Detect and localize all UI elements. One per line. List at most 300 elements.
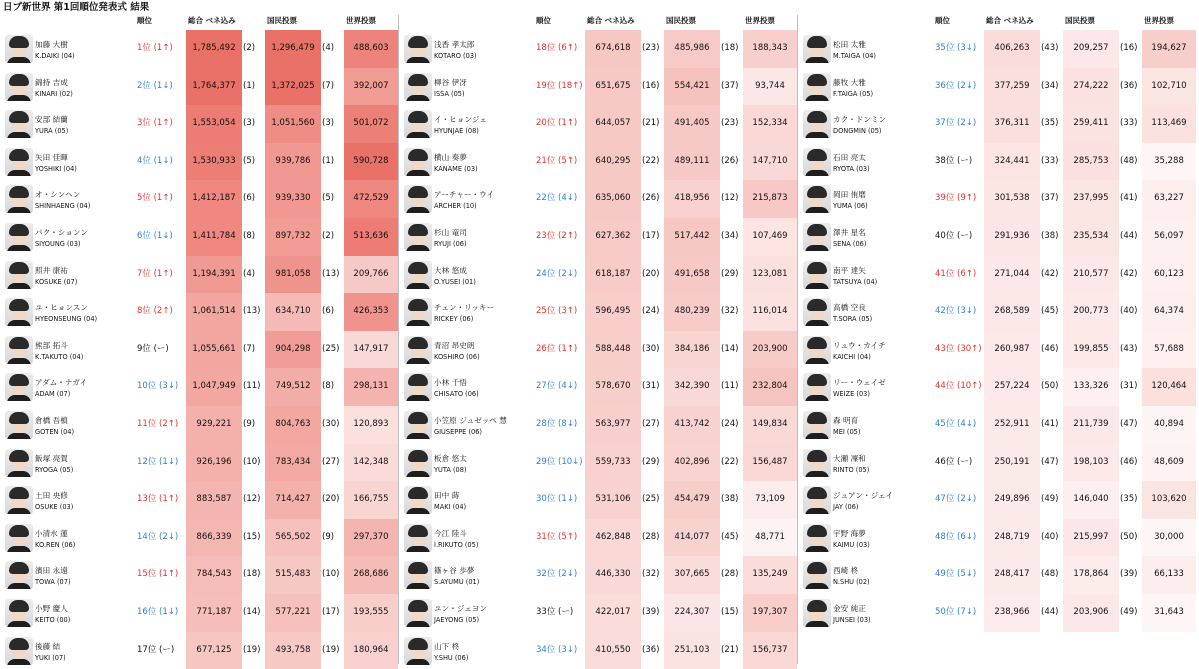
- national-votes-cell: [265, 180, 321, 218]
- contestant-name: 安部 結蘭: [35, 115, 68, 125]
- national-votes: 384,186: [664, 331, 720, 369]
- rank-change: 17位 (ー): [137, 632, 174, 669]
- national-votes-cell: [1063, 406, 1119, 444]
- national-votes-cell: [1063, 481, 1119, 519]
- national-votes-cell: [664, 30, 720, 68]
- national-votes: 210,577: [1063, 256, 1119, 294]
- total-votes-cell: [585, 293, 641, 331]
- total-rank: (39): [642, 594, 659, 632]
- total-votes-cell: [984, 30, 1040, 68]
- contestant-row: [0, 68, 398, 106]
- total-votes-cell: [984, 293, 1040, 331]
- total-votes: 883,587: [186, 481, 242, 519]
- total-rank: (41): [1041, 406, 1058, 444]
- total-votes-cell: [186, 594, 242, 632]
- contestant-row: [399, 256, 797, 294]
- world-votes: 197,307: [743, 594, 797, 632]
- contestant-row: [798, 256, 1196, 294]
- contestant-name: 石田 亮太: [833, 153, 866, 163]
- header-national: 国民投票: [666, 15, 696, 27]
- total-votes-cell: [186, 180, 242, 218]
- national-rank: (15): [721, 594, 738, 632]
- world-votes: 48,609: [1142, 444, 1196, 482]
- total-rank: (10): [243, 444, 260, 482]
- total-rank: (47): [1041, 444, 1058, 482]
- world-votes: 35,288: [1142, 143, 1196, 181]
- contestant-name: 熊部 拓斗: [35, 341, 68, 351]
- total-votes-cell: [186, 68, 242, 106]
- total-rank: (16): [642, 68, 659, 106]
- rank-change: 4位 (1↓): [137, 143, 173, 181]
- total-rank: (22): [642, 143, 659, 181]
- total-votes-cell: [984, 68, 1040, 106]
- total-votes-cell: [984, 594, 1040, 632]
- national-votes-cell: [664, 594, 720, 632]
- contestant-name: リュウ・カイチ: [833, 341, 886, 351]
- contestant-row: [399, 218, 797, 256]
- national-votes: 418,956: [664, 180, 720, 218]
- total-votes: 248,417: [984, 556, 1040, 594]
- column-divider: [398, 15, 399, 664]
- contestant-row: [798, 30, 1196, 68]
- world-votes: 31,643: [1142, 594, 1196, 632]
- total-votes-cell: [585, 481, 641, 519]
- rank-change: 9位 (ー): [137, 331, 169, 369]
- total-votes: 1,047,949: [186, 368, 242, 406]
- world-votes: 232,804: [743, 368, 797, 406]
- contestant-row: [0, 444, 398, 482]
- total-votes: 674,618: [585, 30, 641, 68]
- world-votes-cell: [344, 218, 398, 256]
- total-rank: (35): [1041, 105, 1058, 143]
- contestant-row: [0, 105, 398, 143]
- contestant-photo: [404, 261, 432, 289]
- rank-change: 31位 (5↑): [536, 519, 577, 557]
- world-votes: 426,353: [344, 293, 398, 331]
- world-votes-cell: [344, 331, 398, 369]
- total-votes: 377,259: [984, 68, 1040, 106]
- national-votes: 224,307: [664, 594, 720, 632]
- contestant-romaji: KANAME (03): [434, 164, 478, 174]
- total-votes: 406,263: [984, 30, 1040, 68]
- world-votes-cell: [344, 444, 398, 482]
- total-rank: (19): [243, 632, 260, 669]
- world-votes: 63,227: [1142, 180, 1196, 218]
- total-votes: 866,339: [186, 519, 242, 557]
- total-rank: (6): [243, 180, 255, 218]
- national-votes-cell: [664, 331, 720, 369]
- contestant-photo: [404, 411, 432, 439]
- contestant-name: 杉山 竜司: [434, 228, 467, 238]
- total-votes-cell: [585, 331, 641, 369]
- world-votes-cell: [1142, 481, 1196, 519]
- rank-change: 19位 (18↑): [536, 68, 583, 106]
- contestant-photo: [5, 35, 33, 63]
- national-rank: (10): [322, 556, 339, 594]
- contestant-photo: [404, 637, 432, 665]
- total-rank: (23): [642, 30, 659, 68]
- contestant-name: チェン・リッキー: [434, 303, 494, 313]
- world-votes: 488,603: [344, 30, 398, 68]
- total-votes: 578,670: [585, 368, 641, 406]
- contestant-photo: [803, 261, 831, 289]
- contestant-row: [798, 368, 1196, 406]
- rank-change: 2位 (1↓): [137, 68, 173, 106]
- total-votes-cell: [186, 256, 242, 294]
- total-votes: 238,966: [984, 594, 1040, 632]
- national-rank: (49): [1120, 594, 1137, 632]
- national-votes: 274,222: [1063, 68, 1119, 106]
- contestant-romaji: KOTARO (03): [434, 51, 477, 61]
- world-votes-cell: [743, 256, 797, 294]
- national-rank: (25): [322, 331, 339, 369]
- contestant-photo: [5, 373, 33, 401]
- national-rank: (2): [322, 218, 334, 256]
- contestant-photo: [5, 336, 33, 364]
- world-votes-cell: [344, 293, 398, 331]
- national-votes-cell: [1063, 180, 1119, 218]
- national-votes: 215,997: [1063, 519, 1119, 557]
- total-votes: 1,785,492: [186, 30, 242, 68]
- rank-change: 6位 (1↓): [137, 218, 173, 256]
- national-rank: (22): [721, 444, 738, 482]
- national-votes-cell: [1063, 331, 1119, 369]
- world-votes: 194,627: [1142, 30, 1196, 68]
- national-rank: (32): [721, 293, 738, 331]
- total-votes-cell: [186, 218, 242, 256]
- header-total: 総合 ベネ込み: [986, 15, 1034, 27]
- national-votes: 211,739: [1063, 406, 1119, 444]
- contestant-romaji: F.TAIGA (05): [833, 89, 873, 99]
- total-votes-cell: [585, 556, 641, 594]
- contestant-photo: [5, 298, 33, 326]
- national-votes-cell: [265, 293, 321, 331]
- world-votes-cell: [743, 143, 797, 181]
- national-rank: (21): [721, 632, 738, 669]
- national-rank: (41): [1120, 180, 1137, 218]
- national-votes-cell: [265, 68, 321, 106]
- national-votes: 489,111: [664, 143, 720, 181]
- national-votes: 804,763: [265, 406, 321, 444]
- national-votes: 198,103: [1063, 444, 1119, 482]
- column-header: [798, 15, 1196, 30]
- contestant-romaji: RICKEY (06): [434, 314, 473, 324]
- total-votes: 1,764,377: [186, 68, 242, 106]
- world-votes: 142,348: [344, 444, 398, 482]
- world-votes-cell: [743, 180, 797, 218]
- total-votes: 1,061,514: [186, 293, 242, 331]
- total-votes-cell: [585, 444, 641, 482]
- total-votes-cell: [186, 368, 242, 406]
- national-rank: (48): [1120, 143, 1137, 181]
- national-rank: (33): [1120, 105, 1137, 143]
- national-votes: 146,040: [1063, 481, 1119, 519]
- total-votes: 644,057: [585, 105, 641, 143]
- contestant-romaji: O.YUSEI (01): [434, 277, 476, 287]
- national-votes: 414,077: [664, 519, 720, 557]
- national-rank: (17): [322, 594, 339, 632]
- national-rank: (28): [721, 556, 738, 594]
- rank-change: 45位 (4↓): [935, 406, 976, 444]
- rank-change: 46位 (ー): [935, 444, 972, 482]
- rank-change: 13位 (1↑): [137, 481, 178, 519]
- contestant-row: [0, 331, 398, 369]
- total-votes: 531,106: [585, 481, 641, 519]
- national-rank: (45): [721, 519, 738, 557]
- rank-change: 12位 (1↓): [137, 444, 178, 482]
- world-votes: 30,000: [1142, 519, 1196, 557]
- contestant-photo: [803, 148, 831, 176]
- national-votes-cell: [664, 256, 720, 294]
- total-rank: (7): [243, 331, 255, 369]
- national-votes-cell: [1063, 105, 1119, 143]
- contestant-photo: [5, 148, 33, 176]
- national-rank: (5): [322, 180, 334, 218]
- national-rank: (30): [322, 406, 339, 444]
- contestant-romaji: SHINHAENG (04): [35, 201, 90, 211]
- national-votes: 1,051,560: [265, 105, 321, 143]
- world-votes: 501,072: [344, 105, 398, 143]
- total-votes: 1,411,784: [186, 218, 242, 256]
- contestant-row: [0, 30, 398, 68]
- national-votes: 577,221: [265, 594, 321, 632]
- rank-change: 36位 (2↓): [935, 68, 976, 106]
- total-votes: 250,191: [984, 444, 1040, 482]
- national-votes-cell: [664, 632, 720, 669]
- contestant-romaji: GOTEN (04): [35, 427, 74, 437]
- total-votes: 1,553,054: [186, 105, 242, 143]
- total-votes: 1,055,661: [186, 331, 242, 369]
- world-votes: 64,374: [1142, 293, 1196, 331]
- national-votes: 554,421: [664, 68, 720, 106]
- contestant-row: [798, 180, 1196, 218]
- world-votes: 116,014: [743, 293, 797, 331]
- national-rank: (18): [721, 30, 738, 68]
- world-votes: 107,469: [743, 218, 797, 256]
- total-votes-cell: [585, 368, 641, 406]
- national-votes: 402,896: [664, 444, 720, 482]
- contestant-row: [399, 293, 797, 331]
- world-votes: 120,893: [344, 406, 398, 444]
- contestant-photo: [803, 449, 831, 477]
- national-votes-cell: [265, 556, 321, 594]
- ranking-column: [0, 15, 398, 669]
- world-votes: 113,469: [1142, 105, 1196, 143]
- national-rank: (6): [322, 293, 334, 331]
- world-votes: 102,710: [1142, 68, 1196, 106]
- national-rank: (29): [721, 256, 738, 294]
- total-rank: (42): [1041, 256, 1058, 294]
- header-world: 世界投票: [1144, 15, 1174, 27]
- contestant-name: 宇野 海夢: [833, 529, 866, 539]
- total-votes-cell: [585, 406, 641, 444]
- total-rank: (40): [1041, 519, 1058, 557]
- total-rank: (25): [642, 481, 659, 519]
- total-votes-cell: [984, 368, 1040, 406]
- contestant-romaji: DONGMIN (05): [833, 126, 882, 136]
- rank-change: 24位 (2↓): [536, 256, 577, 294]
- total-votes-cell: [186, 406, 242, 444]
- contestant-row: [0, 143, 398, 181]
- contestant-row: [798, 218, 1196, 256]
- total-votes: 249,896: [984, 481, 1040, 519]
- world-votes-cell: [1142, 293, 1196, 331]
- contestant-photo: [803, 599, 831, 627]
- national-rank: (11): [721, 368, 738, 406]
- national-votes-cell: [664, 180, 720, 218]
- total-votes: 410,550: [585, 632, 641, 669]
- world-votes: 188,343: [743, 30, 797, 68]
- contestant-row: [399, 105, 797, 143]
- world-votes-cell: [1142, 105, 1196, 143]
- national-votes-cell: [664, 368, 720, 406]
- national-votes-cell: [1063, 143, 1119, 181]
- total-rank: (17): [642, 218, 659, 256]
- contestant-romaji: YOSHIKI (04): [35, 164, 77, 174]
- national-votes: 342,390: [664, 368, 720, 406]
- contestant-name: 倉橋 吾槙: [35, 416, 68, 426]
- world-votes: 56,097: [1142, 218, 1196, 256]
- total-votes: 784,543: [186, 556, 242, 594]
- contestant-row: [0, 594, 398, 632]
- world-votes: 147,710: [743, 143, 797, 181]
- world-votes-cell: [1142, 180, 1196, 218]
- national-votes: 565,502: [265, 519, 321, 557]
- total-votes: 596,495: [585, 293, 641, 331]
- national-votes: 480,239: [664, 293, 720, 331]
- rank-change: 42位 (3↓): [935, 293, 976, 331]
- contestant-romaji: YUTA (08): [434, 465, 467, 475]
- total-votes: 248,719: [984, 519, 1040, 557]
- contestant-row: [798, 481, 1196, 519]
- total-votes-cell: [585, 105, 641, 143]
- national-rank: (43): [1120, 331, 1137, 369]
- rank-change: 37位 (2↓): [935, 105, 976, 143]
- rank-change: 1位 (1↑): [137, 30, 173, 68]
- total-rank: (31): [642, 368, 659, 406]
- contestant-romaji: I.RIKUTO (05): [434, 540, 478, 550]
- total-votes-cell: [984, 105, 1040, 143]
- world-votes: 135,249: [743, 556, 797, 594]
- rank-change: 21位 (5↑): [536, 143, 577, 181]
- national-rank: (47): [1120, 406, 1137, 444]
- total-votes-cell: [984, 444, 1040, 482]
- contestant-row: [798, 105, 1196, 143]
- world-votes: 149,834: [743, 406, 797, 444]
- total-votes: 291,936: [984, 218, 1040, 256]
- contestant-photo: [803, 561, 831, 589]
- contestant-name: オ・シンヘン: [35, 190, 80, 200]
- world-votes-cell: [1142, 218, 1196, 256]
- contestant-photo: [803, 223, 831, 251]
- contestant-row: [798, 406, 1196, 444]
- total-rank: (9): [243, 406, 255, 444]
- contestant-romaji: MEI (05): [833, 427, 860, 437]
- total-rank: (21): [642, 105, 659, 143]
- total-votes: 376,311: [984, 105, 1040, 143]
- national-votes: 235,534: [1063, 218, 1119, 256]
- contestant-romaji: KAICHI (04): [833, 352, 871, 362]
- contestant-photo: [803, 110, 831, 138]
- contestant-name: 森 明育: [833, 416, 858, 426]
- total-rank: (34): [1041, 68, 1058, 106]
- contestant-photo: [404, 336, 432, 364]
- national-rank: (3): [322, 105, 334, 143]
- total-rank: (14): [243, 594, 260, 632]
- national-votes: 517,442: [664, 218, 720, 256]
- national-rank: (38): [721, 481, 738, 519]
- total-rank: (24): [642, 293, 659, 331]
- contestant-row: [399, 481, 797, 519]
- total-votes-cell: [585, 519, 641, 557]
- world-votes: 152,334: [743, 105, 797, 143]
- world-votes: 156,737: [743, 632, 797, 669]
- world-votes-cell: [1142, 368, 1196, 406]
- contestant-name: 松田 太雅: [833, 40, 866, 50]
- world-votes: 203,900: [743, 331, 797, 369]
- contestant-romaji: HYUNJAE (08): [434, 126, 479, 136]
- world-votes-cell: [1142, 256, 1196, 294]
- world-votes-cell: [1142, 406, 1196, 444]
- rank-change: 35位 (3↓): [935, 30, 976, 68]
- world-votes: 103,620: [1142, 481, 1196, 519]
- contestant-name: 大瀬 凜和: [833, 454, 866, 464]
- contestant-row: [399, 331, 797, 369]
- national-rank: (23): [721, 105, 738, 143]
- total-votes-cell: [984, 481, 1040, 519]
- national-votes-cell: [664, 143, 720, 181]
- contestant-name: 飯塚 亮賀: [35, 454, 68, 464]
- contestant-name: カク・ドンミン: [833, 115, 886, 125]
- rank-change: 11位 (2↑): [137, 406, 178, 444]
- national-votes-cell: [664, 481, 720, 519]
- contestant-romaji: RYOGA (05): [35, 465, 73, 475]
- world-votes: 513,636: [344, 218, 398, 256]
- world-votes-cell: [1142, 331, 1196, 369]
- total-votes-cell: [984, 180, 1040, 218]
- total-rank: (5): [243, 143, 255, 181]
- rank-change: 27位 (4↓): [536, 368, 577, 406]
- contestant-romaji: JAY (06): [833, 502, 859, 512]
- rank-change: 18位 (6↑): [536, 30, 577, 68]
- total-rank: (50): [1041, 368, 1058, 406]
- total-votes-cell: [186, 481, 242, 519]
- national-votes-cell: [265, 331, 321, 369]
- world-votes-cell: [1142, 444, 1196, 482]
- world-votes: 60,123: [1142, 256, 1196, 294]
- rank-change: 23位 (2↑): [536, 218, 577, 256]
- rank-change: 34位 (3↓): [536, 632, 577, 669]
- contestant-photo: [5, 411, 33, 439]
- contestant-row: [399, 519, 797, 557]
- total-votes-cell: [984, 556, 1040, 594]
- national-votes-cell: [1063, 444, 1119, 482]
- national-rank: (4): [322, 30, 334, 68]
- national-votes-cell: [265, 594, 321, 632]
- contestant-row: [0, 632, 398, 669]
- total-votes: 618,187: [585, 256, 641, 294]
- world-votes-cell: [743, 632, 797, 669]
- national-rank: (35): [1120, 481, 1137, 519]
- national-votes: 493,758: [265, 632, 321, 669]
- national-rank: (46): [1120, 444, 1137, 482]
- world-votes-cell: [1142, 594, 1196, 632]
- national-rank: (24): [721, 406, 738, 444]
- national-votes: 783,434: [265, 444, 321, 482]
- contestant-row: [798, 331, 1196, 369]
- total-votes: 1,530,933: [186, 143, 242, 181]
- contestant-row: [798, 594, 1196, 632]
